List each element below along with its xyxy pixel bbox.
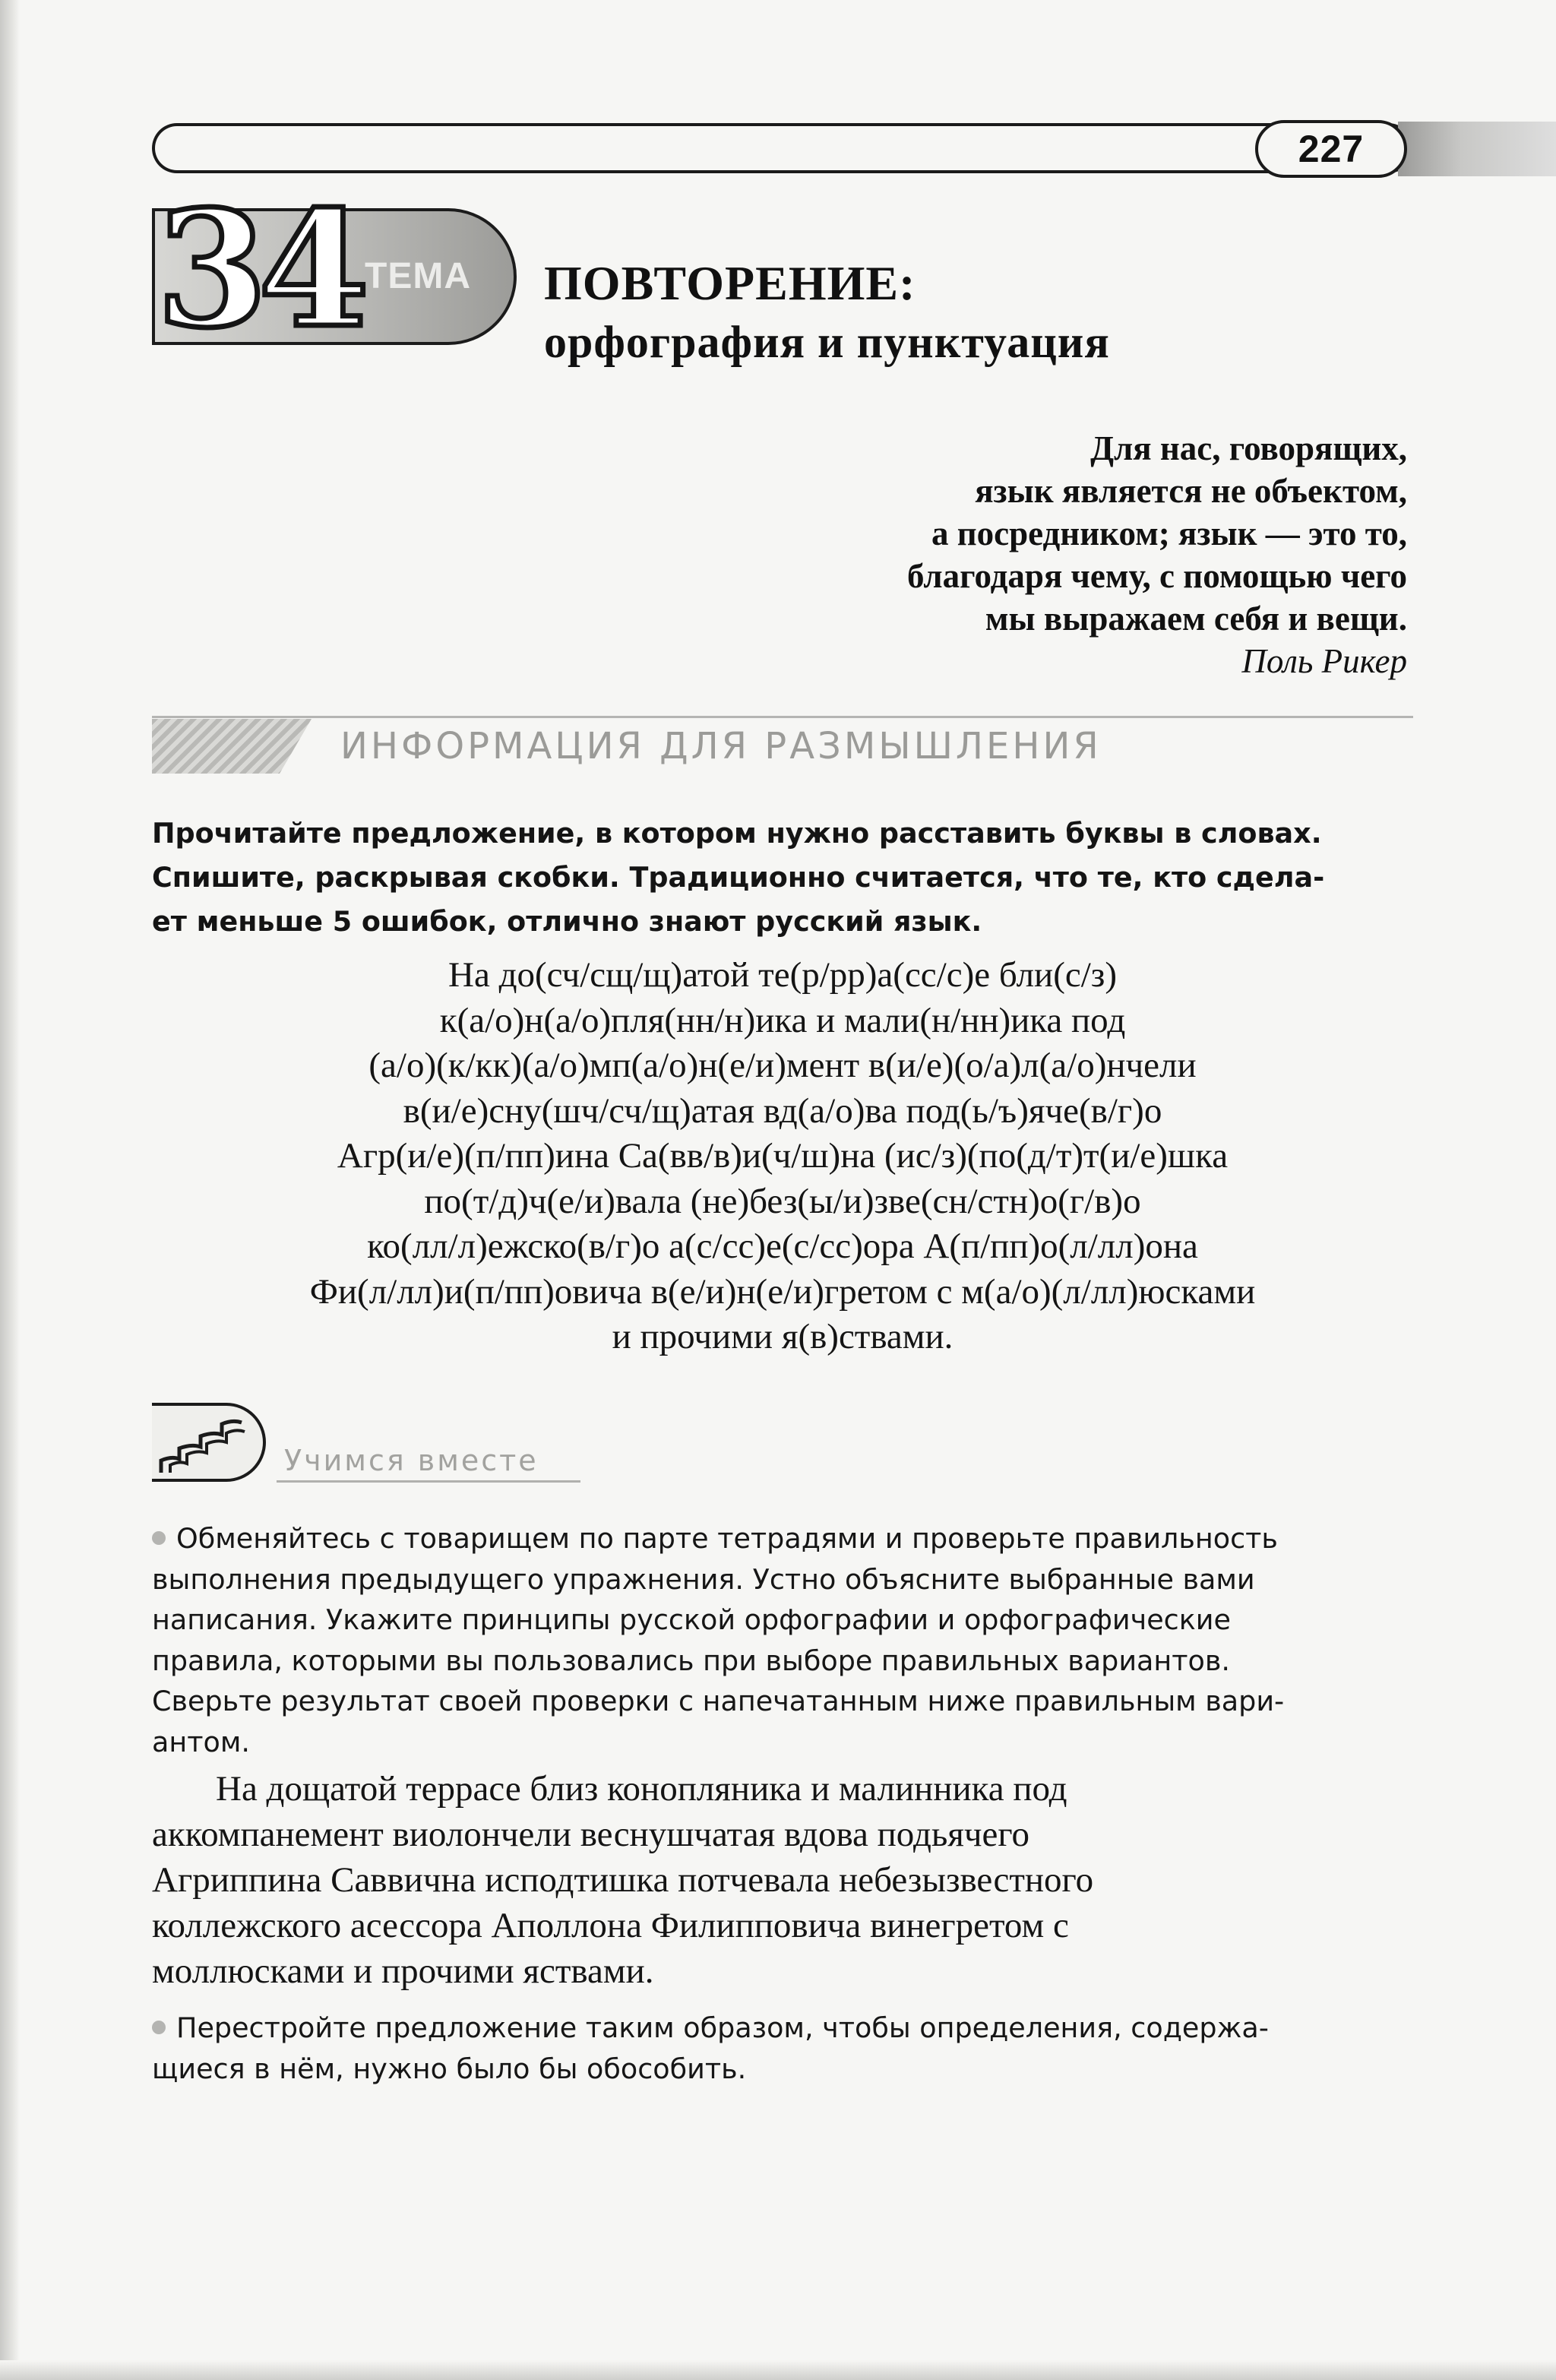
learn-paragraph-1: [152, 1518, 1413, 1762]
answer-line: коллежского асессора Аполлона Филипповича винегретом с: [152, 1906, 1069, 1945]
section-title: ИНФОРМАЦИЯ ДЛЯ РАЗМЫШЛЕНИЯ: [340, 725, 1102, 767]
learn-together-title: Учимся вместе: [284, 1444, 539, 1477]
page-number: 227: [1298, 128, 1365, 170]
exercise-line: Фи(л/лл)и(п/пп)овича в(е/и)н(е/и)гретом с м(а/о)(л/лл)юсками: [309, 1271, 1256, 1312]
paragraph-line: антом.: [152, 1725, 250, 1758]
topic-number: 34: [157, 176, 361, 363]
answer-line: аккомпанемент виолончели веснушчатая вдова подьячего: [152, 1815, 1030, 1854]
topic-title: ПОВТОРЕНИЕ:: [544, 256, 916, 310]
epigraph-line: а посредником; язык — это то,: [931, 514, 1407, 552]
paragraph-text: Перестройте предложение таким образом, чтобы определения, содержа-: [176, 2011, 1269, 2044]
epigraph-author: Поль Рикер: [1241, 642, 1407, 680]
page-number-tab: [1255, 120, 1407, 178]
epigraph-line: Для нас, говорящих,: [1090, 429, 1407, 467]
exercise-line: (а/о)(к/кк)(а/о)мп(а/о)н(е/и)мент в(и/е)(о/а)л(а/о)нчели: [368, 1046, 1197, 1085]
exercise-sentence: [152, 953, 1413, 1360]
exercise-line: Агр(и/е)(п/пп)ина Са(вв/в)и(ч/ш)на (ис/з)(по(д/т)т(и/е)шка: [337, 1136, 1229, 1176]
learn-together-badge: [152, 1403, 266, 1482]
topic-subtitle: орфография и пунктуация: [544, 317, 1110, 367]
answer-line: Агриппина Саввична исподтишка потчевала небезызвестного: [152, 1860, 1094, 1900]
exercise-line: На до(сч/сщ/щ)атой те(р/рр)а(сс/с)е бли(с/з): [448, 955, 1117, 995]
correct-answer-text: [152, 1766, 1413, 1994]
paragraph-line: написания. Укажите принципы русской орфографии и орфографические: [152, 1603, 1231, 1636]
epigraph: [647, 427, 1407, 682]
paragraph-line: правила, которыми вы пользовались при выборе правильных вариантов.: [152, 1644, 1230, 1677]
paragraph-line: Сверьте результат своей проверки с напечатанным ниже правильным вари-: [152, 1685, 1285, 1717]
paragraph-text: Обменяйтесь с товарищем по парте тетрадями и проверьте правильность: [176, 1522, 1278, 1555]
header-bar: [152, 123, 1413, 173]
topic-label: ТЕМА: [365, 256, 471, 296]
learn-paragraph-2: [152, 2008, 1413, 2089]
page-bottom-edge: [0, 2360, 1556, 2380]
paragraph-line: выполнения предыдущего упражнения. Устно объясните выбранные вами: [152, 1562, 1255, 1596]
exercise-line: к(а/о)н(а/о)пля(нн/н)ика и мали(н/нн)ика под: [439, 1000, 1126, 1040]
page-gutter-shadow: [0, 0, 20, 2380]
epigraph-line: благодаря чему, с помощью чего: [907, 557, 1407, 595]
stairs-icon: [157, 1413, 255, 1477]
section-divider: [152, 716, 1413, 718]
exercise-line: ко(лл/л)ежско(в/г)о а(с/сс)е(с/сс)ора А(п/пп)о(л/лл)она: [367, 1226, 1198, 1266]
header-shade: [1398, 122, 1556, 176]
paragraph-line: щиеся в нём, нужно было бы обособить.: [152, 2052, 747, 2085]
task-instructions: [152, 812, 1413, 944]
exercise-line: по(т/д)ч(е/и)вала (не)без(ы/и)зве(сн/стн)о(г/в)о: [424, 1181, 1141, 1221]
task-line: Прочитайте предложение, в котором нужно расставить буквы в словах.: [152, 817, 1322, 850]
exercise-line: и прочими я(в)ствами.: [612, 1317, 954, 1356]
epigraph-line: язык является не объектом,: [975, 472, 1407, 510]
answer-line: На дощатой террасе близ конопляника и малинника под: [216, 1769, 1067, 1809]
exercise-line: в(и/е)сну(шч/сч/щ)атая вд(а/о)ва под(ь/ъ)яче(в/г)о: [403, 1090, 1162, 1131]
task-line: ет меньше 5 ошибок, отлично знают русский язык.: [152, 905, 982, 938]
bullet-icon: [152, 2021, 166, 2034]
paragraph-line: [152, 1518, 1413, 1559]
section-flag-icon: [152, 719, 312, 774]
learn-together-underline: [277, 1480, 580, 1483]
epigraph-line: мы выражаем себя и вещи.: [985, 600, 1407, 638]
bullet-icon: [152, 1531, 166, 1545]
answer-line: моллюсками и прочими яствами.: [152, 1951, 654, 1991]
task-line: Спишите, раскрывая скобки. Традиционно считается, что те, кто сдела-: [152, 861, 1325, 894]
paragraph-line: [152, 2008, 1413, 2049]
